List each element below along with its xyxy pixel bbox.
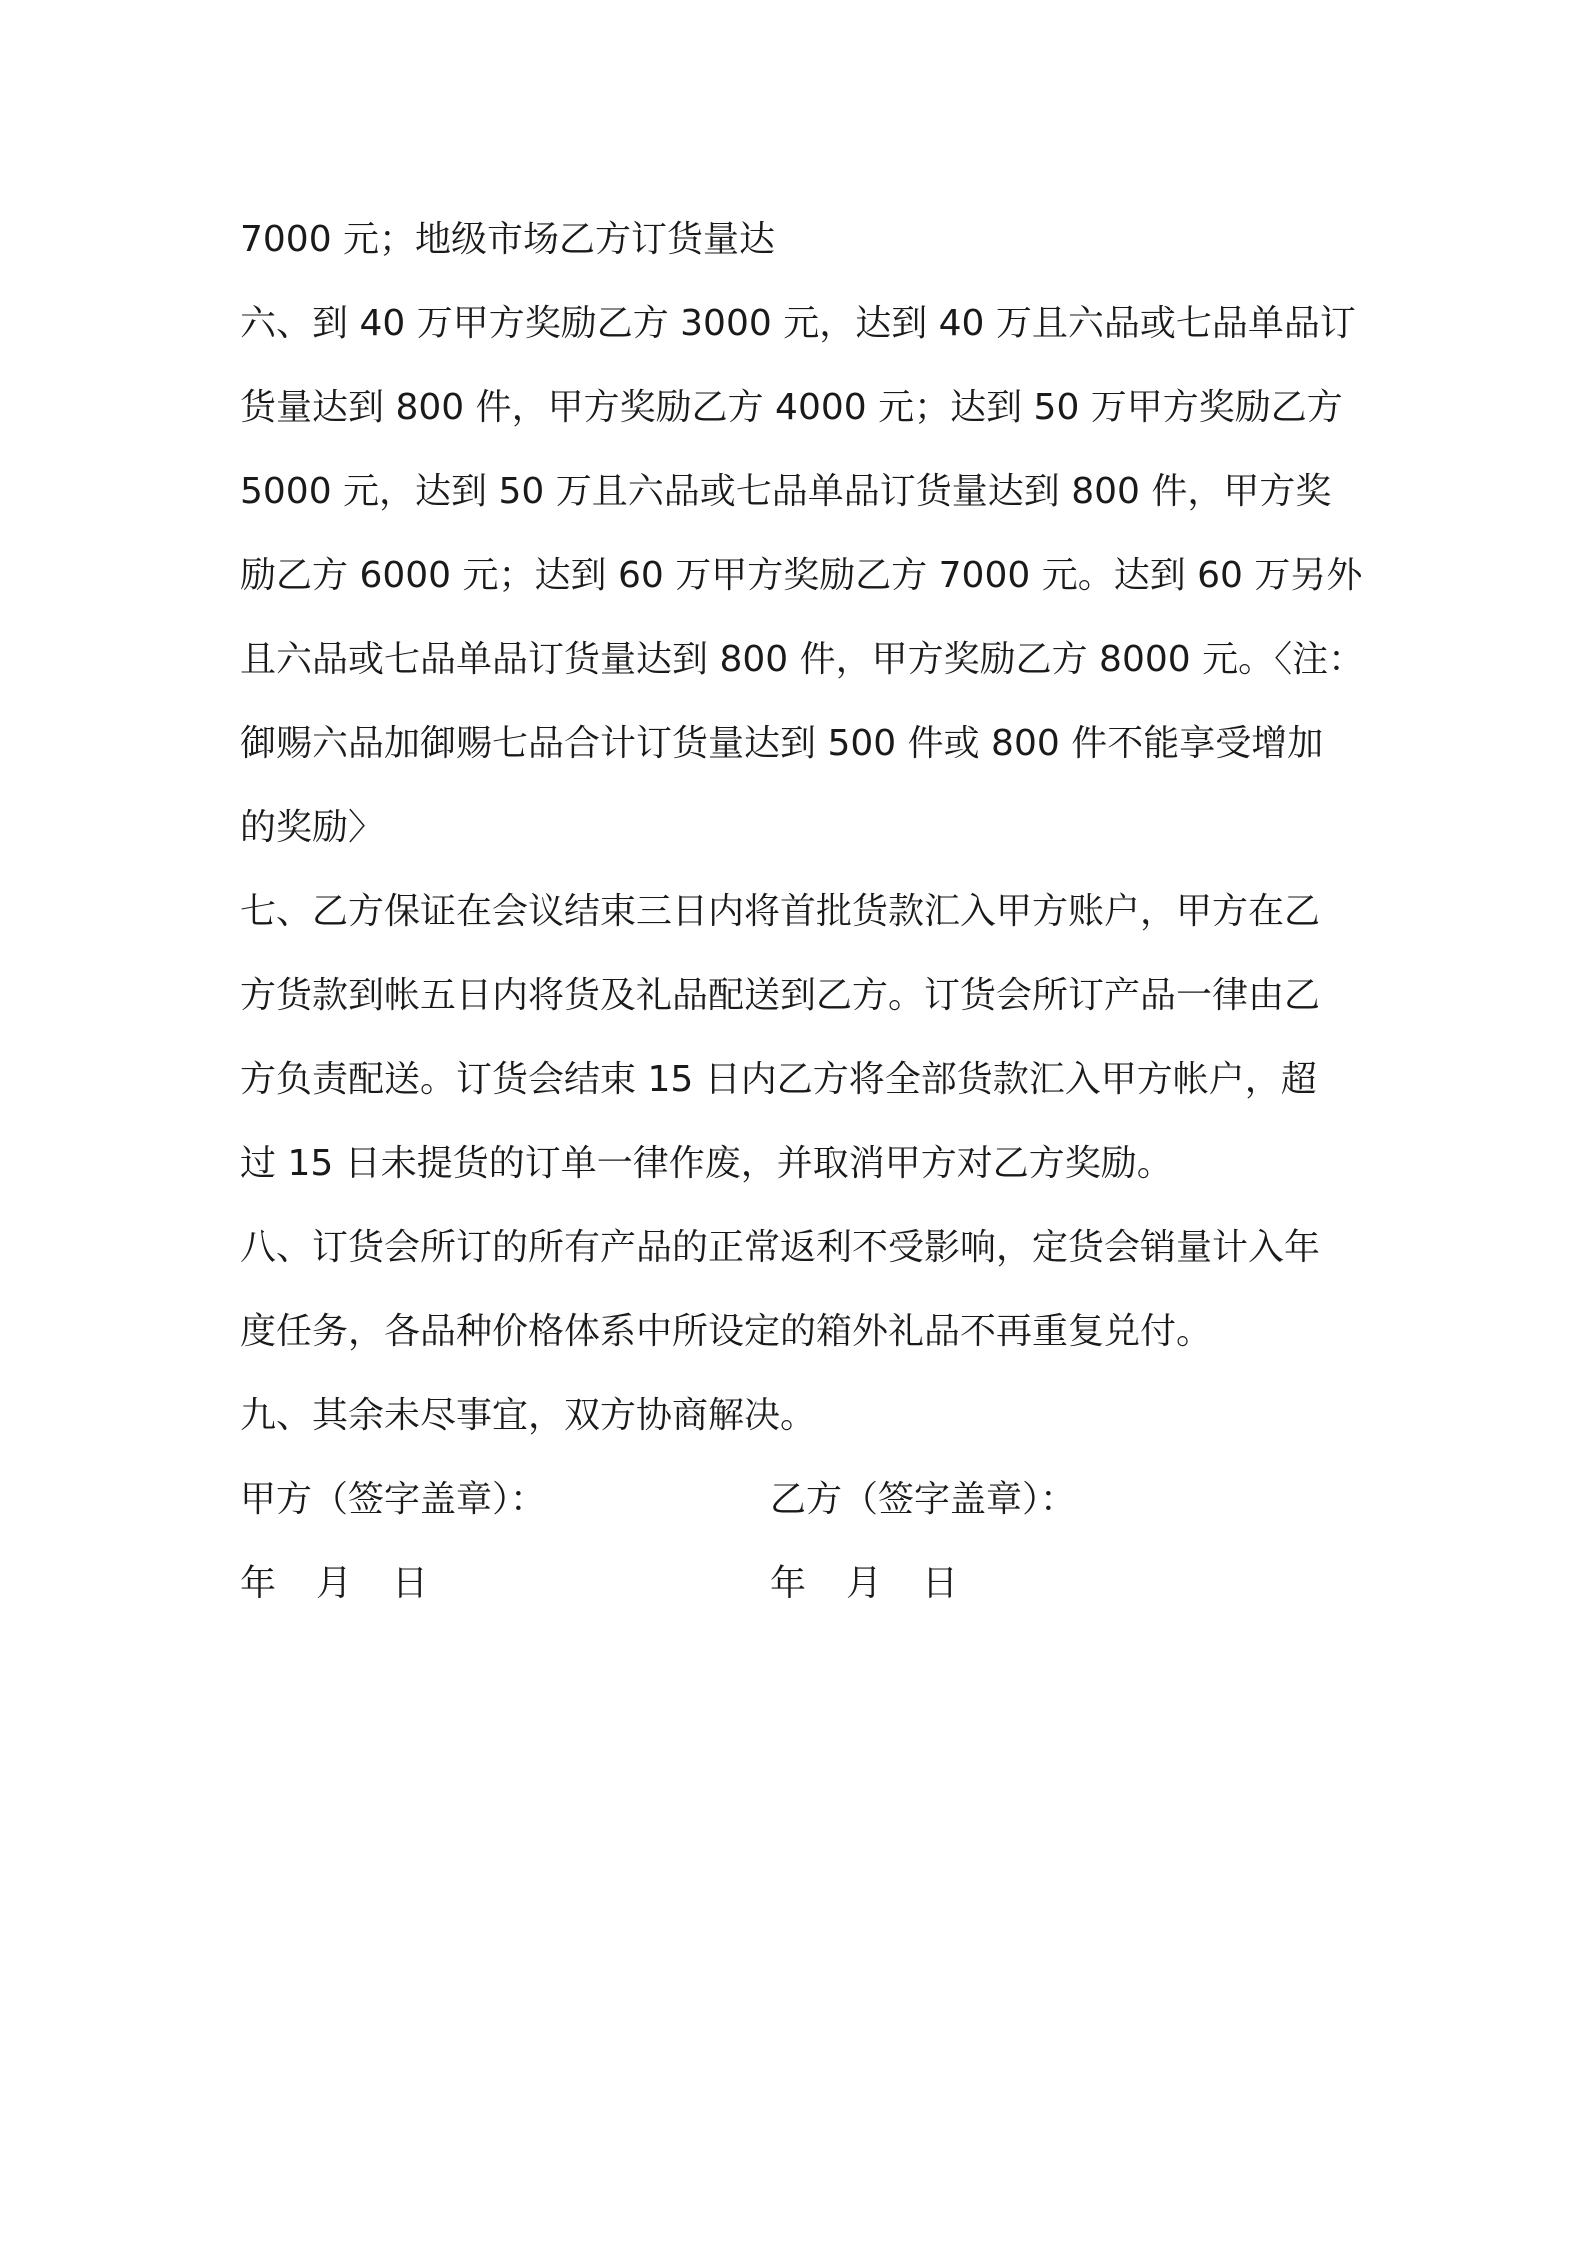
text-line: 货量达到 800 件，甲方奖励乙方 4000 元；达到 50 万甲方奖励乙方: [240, 387, 1343, 428]
clause-seven-line: 七、乙方保证在会议结束三日内将首批货款汇入甲方账户，甲方在乙: [240, 891, 1321, 932]
document-body: [240, 198, 1365, 1626]
text-line: 方负责配送。订货会结束 15 日内乙方将全部货款汇入甲方帐户，超: [240, 1059, 1317, 1100]
date-row: [240, 1542, 1360, 1626]
date-year-label: 年: [240, 1563, 277, 1604]
party-a-date: [240, 1542, 428, 1626]
party-a-signature-label: 甲方（签字盖章）：: [240, 1479, 547, 1520]
clause-six-line: 六、到 40 万甲方奖励乙方 3000 元，达到 40 万且六品或七品单品订: [240, 303, 1356, 344]
text-line: 且六品或七品单品订货量达到 800 件，甲方奖励乙方 8000 元。〈注：: [240, 639, 1365, 680]
date-day-label: 日: [922, 1563, 959, 1604]
date-year-label: 年: [770, 1563, 807, 1604]
date-day-label: 日: [392, 1563, 429, 1604]
text-line: 7000 元；地级市场乙方订货量达: [240, 219, 776, 260]
text-line: 度任务，各品种价格体系中所设定的箱外礼品不再重复兑付。: [240, 1311, 1213, 1352]
text-line: 5000 元，达到 50 万且六品或七品单品订货量达到 800 件，甲方奖: [240, 471, 1332, 512]
date-month-label: 月: [846, 1563, 883, 1604]
signature-row: [240, 1458, 1360, 1542]
party-b-signature-label: 乙方（签字盖章）：: [770, 1479, 1077, 1520]
text-line: 的奖励〉: [240, 807, 385, 848]
text-line: 过 15 日未提货的订单一律作废，并取消甲方对乙方奖励。: [240, 1143, 1173, 1184]
clause-nine-line: 九、其余未尽事宜，双方协商解决。: [240, 1395, 817, 1436]
text-line: 方货款到帐五日内将货及礼品配送到乙方。订货会所订产品一律由乙: [240, 975, 1321, 1016]
text-line: 御赐六品加御赐七品合计订货量达到 500 件或 800 件不能享受增加: [240, 723, 1324, 764]
date-month-label: 月: [316, 1563, 353, 1604]
text-line: 励乙方 6000 元；达到 60 万甲方奖励乙方 7000 元。达到 60 万另外: [240, 555, 1363, 596]
party-b-date: [770, 1542, 958, 1626]
clause-eight-line: 八、订货会所订的所有产品的正常返利不受影响，定货会销量计入年: [240, 1227, 1321, 1268]
